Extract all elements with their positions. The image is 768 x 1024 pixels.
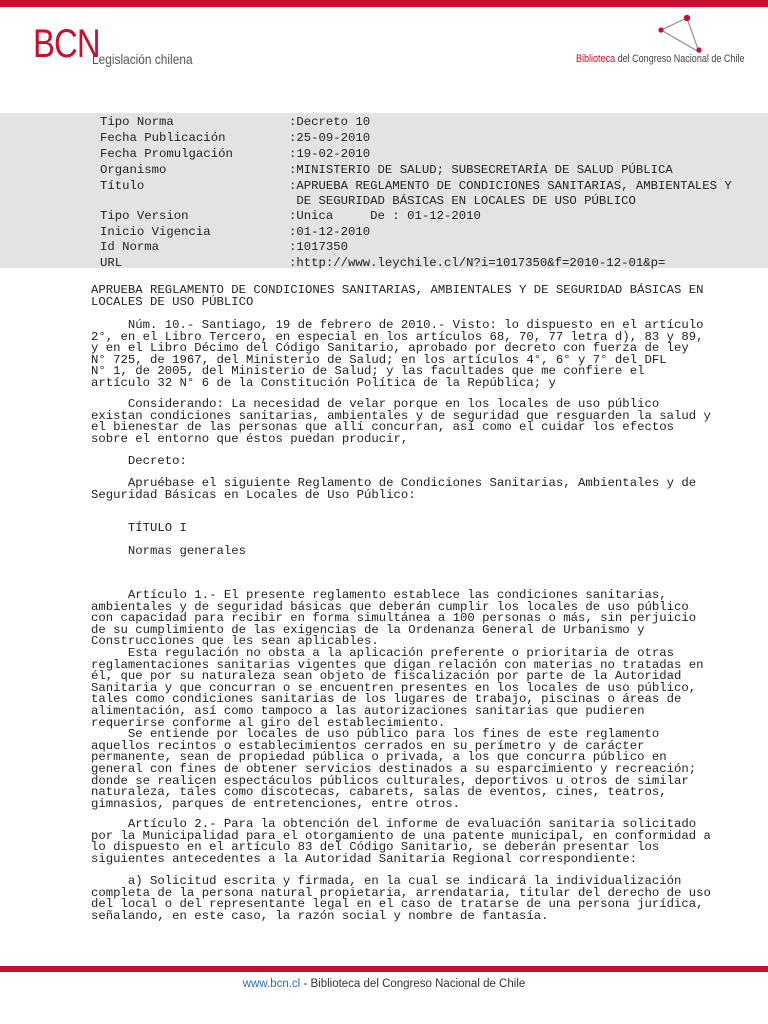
paragraph-apruebase: Apruébase el siguiente Reglamento de Condiciones Sanitarias, Ambientales y de Seguridad Básicas en Locales de Uso Público: xyxy=(91,476,697,502)
top-accent-bar xyxy=(0,0,768,7)
meta-value-fecha-promulgacion: :19-02-2010 xyxy=(289,147,371,161)
library-logo-icon xyxy=(653,12,703,54)
meta-label-tipo-norma: Tipo Norma xyxy=(100,115,174,129)
bcn-logo: BCN xyxy=(33,22,100,66)
meta-value-titulo: :APRUEBA REGLAMENTO DE CONDICIONES SANITARIAS, AMBIENTALES Y DE SEGURIDAD BÁSICAS EN LOCALES DE USO PÚBLICO xyxy=(289,179,732,208)
meta-label-organismo: Organismo xyxy=(100,163,167,177)
article-1: Artículo 1.- El presente reglamento establece las condiciones sanitarias, ambientales y de seguridad básicas que deberán cumplir los locales de uso público con capacidad para recibir en forma simultánea a 100 personas o más, sin perjuicio de su cumplimiento de las exigencias de la Ordenanza General de Urbanismo y Construcciones que les sean aplicables. Esta regulación no obsta a la aplicación preferente o prioritaria de otras reglamentaciones sanitarias vigentes que digan relación con materias no tratadas en él, que por su naturaleza sean objeto de fiscalización por parte de la Autoridad Sanitaria y que concurran o se encuentren presentes en los locales de uso público, tales como condiciones sanitarias de los lugares de trabajo, piscinas o áreas de alimentación, así como tampoco a las autorizaciones sanitarias que pudieren requerirse conforme al giro del establecimiento. Se entiende por locales de uso público para los fines de este reglamento aquellos recintos o establecimientos cerrados en su perímetro y de carácter permanente, sean de propiedad pública o privada, a los que concurra público en general con fines de obtener servicios destinados a su esparcimiento y recreación; donde se realicen espectáculos públicos culturales, deportivos u otros de similar naturaleza, tales como discotecas, cabarets, salas de eventos, cines, teatros, gimnasios, parques de entretenciones, entre otros. xyxy=(91,588,704,811)
paragraph-considerando: Considerando: La necesidad de velar porque en los locales de uso público existan condiciones sanitarias, ambientales y de seguridad que resguarden la salud y el bienestar de las personas que allí concurran, así como el cuidar los efectos sobre el entorno que éstos puedan producir, xyxy=(91,397,711,446)
meta-label-url: URL xyxy=(100,256,123,270)
footer-text: - Biblioteca del Congreso Nacional de Chile xyxy=(300,978,526,990)
meta-label-id-norma: Id Norma xyxy=(100,240,160,254)
bcn-logo-subtitle: Legislación chilena xyxy=(92,51,193,67)
meta-label-inicio-vigencia: Inicio Vigencia xyxy=(100,225,211,239)
meta-value-inicio-vigencia: :01-12-2010 xyxy=(289,225,371,239)
paragraph-decreto: Decreto: xyxy=(91,454,187,468)
meta-label-tipo-version: Tipo Version xyxy=(100,209,189,223)
section-title: TÍTULO I xyxy=(91,521,187,535)
document-title: APRUEBA REGLAMENTO DE CONDICIONES SANITARIAS, AMBIENTALES Y DE SEGURIDAD BÁSICAS EN LOCALES DE USO PÚBLICO xyxy=(91,283,704,309)
article-2-item-a: a) Solicitud escrita y firmada, en la cual se indicará la individualización completa de la persona natural propietaria, arrendataria, titular del derecho de uso del local o del representante legal en el caso de tratarse de una persona jurídica, señalando, en este caso, la razón social y nombre de fantasía. xyxy=(91,874,711,923)
meta-label-fecha-publicacion: Fecha Publicación xyxy=(100,131,226,145)
meta-value-tipo-version: :Unica De : 01-12-2010 xyxy=(289,209,481,223)
meta-value-tipo-norma: :Decreto 10 xyxy=(289,115,371,129)
footer-link[interactable]: www.bcn.cl xyxy=(242,978,301,990)
footer-accent-bar xyxy=(0,966,768,972)
meta-value-id-norma: :1017350 xyxy=(289,240,349,254)
page-footer xyxy=(0,978,768,990)
meta-value-organismo: :MINISTERIO DE SALUD; SUBSECRETARÍA DE SALUD PÚBLICA xyxy=(289,163,673,177)
library-logo-rest: del Congreso Nacional de Chile xyxy=(614,53,744,65)
section-subtitle: Normas generales xyxy=(91,544,246,558)
paragraph-visto: Núm. 10.- Santiago, 19 de febrero de 2010.- Visto: lo dispuesto en el artículo 2°, en el Libro Tercero, en especial en los artículos 68, 70, 77 letra d), 83 y 89, y en el Libro Décimo del Código Sanitario, aprobado por decreto con fuerza de ley N° 725, de 1967, del Ministerio de Salud; en los artículos 4°, 6° y 7° del DFL N° 1, de 2005, del Ministerio de Salud; y las facultades que me confiere el artículo 32 N° 6 de la Constitución Política de la República; y xyxy=(91,318,704,390)
article-2: Artículo 2.- Para la obtención del informe de evaluación sanitaria solicitado por la Municipalidad para el otorgamiento de una patente municipal, en conformidad a lo dispuesto en el artículo 83 del Código Sanitario, se deberán presentar los siguientes antecedentes a la Autoridad Sanitaria Regional correspondiente: xyxy=(91,817,711,866)
library-logo-text xyxy=(576,52,744,66)
library-logo-red: Biblioteca xyxy=(575,53,615,65)
meta-value-url[interactable]: :http://www.leychile.cl/N?i=1017350&f=2010-12-01&p= xyxy=(289,256,666,270)
meta-label-titulo: Título xyxy=(100,179,145,193)
meta-value-fecha-publicacion: :25-09-2010 xyxy=(289,131,371,145)
meta-label-fecha-promulgacion: Fecha Promulgación xyxy=(100,147,233,161)
